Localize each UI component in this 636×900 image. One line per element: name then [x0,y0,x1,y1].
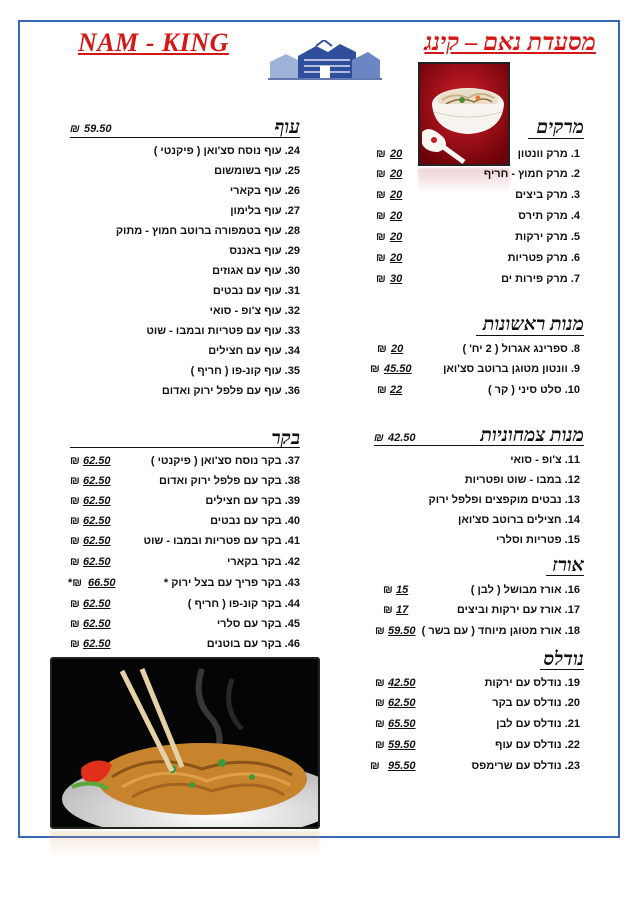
noodles-chopsticks-photo [50,657,320,829]
currency-symbol: ₪ [383,584,393,596]
menu-item: 27. עוף בלימון [230,205,300,217]
section-noodles-heading: נודלס [543,649,584,670]
item-price: 95.50 [388,760,416,772]
item-price: 62.50 [83,475,111,487]
menu-item: 33. עוף עם פטריות ובמבו - שוט [146,325,300,337]
menu-item: 28. עוף בטמפורה ברוטב חמוץ - מתוק [115,225,300,237]
currency-symbol: ₪ [70,475,80,487]
item-price: 62.50 [83,455,111,467]
menu-item: 38. בקר עם פלפל ירוק ואדום [159,475,300,487]
section-price: 59.50 [84,123,112,135]
section-beef-underline [70,447,300,448]
currency-symbol: ₪ [375,697,385,709]
section-soups-underline [528,138,584,139]
currency-symbol: ₪ [70,515,80,527]
item-price: 20 [390,168,403,180]
currency-symbol: ₪ [377,384,387,396]
currency-symbol: ₪ [376,231,386,243]
currency-symbol: ₪ [70,123,80,135]
currency-symbol: ₪ [370,760,380,772]
menu-item: 36. עוף עם פלפל ירוק ואדום [161,385,300,397]
noodle-photo-reflection [50,831,320,857]
menu-item: 39. בקר עם חצילים [205,495,300,507]
item-price: 66.50 [88,577,116,589]
menu-item: 3. מרק ביצים [515,189,580,201]
item-price: 20 [390,148,403,160]
item-price: 22 [390,384,403,396]
item-price: 62.50 [83,495,111,507]
item-price: 20 [390,210,403,222]
item-price: 45.50 [384,363,412,375]
currency-symbol: ₪ [376,148,386,160]
currency-symbol: ₪ [70,598,80,610]
restaurant-building-logo [268,40,382,80]
menu-item: 35. עוף קונ-פו ( חריף ) [190,365,300,377]
currency-symbol: ₪ [370,363,380,375]
currency-symbol: ₪ [376,168,386,180]
menu-item: 1. מרק וונטון [517,148,580,160]
currency-symbol: ₪ [375,718,385,730]
currency-symbol: ₪ [376,210,386,222]
item-price: 62.50 [83,515,111,527]
menu-item: 17. אורז עם ירקות וביצים [456,604,580,616]
menu-item: 22. נודלס עם עוף [495,739,580,751]
section-rice-heading: אורז [552,555,584,576]
item-price: 65.50 [388,718,416,730]
item-price: 59.50 [388,739,416,751]
section-noodles-underline [540,669,584,670]
currency-symbol: ₪ [375,677,385,689]
menu-item: 43. בקר פריך עם בצל ירוק * [163,577,300,589]
item-price: 20 [390,189,403,201]
currency-symbol: ₪ [374,432,384,444]
menu-item: 21. נודלס עם לבן [496,718,580,730]
menu-item: 37. בקר נוסח סצ'ואן ( פיקנטי ) [150,455,300,467]
currency-symbol: *₪ [68,577,83,589]
menu-item: 25. עוף בשומשום [214,165,300,177]
section-chicken-heading: עוף [274,117,300,138]
item-price: 20 [390,252,403,264]
menu-item: 32. עוף צ'ופ - סואי [209,305,300,317]
menu-item: 11. צ'ופ - סואי [510,454,580,466]
menu-item: 4. מרק תירס [518,210,580,222]
item-price: 62.50 [83,535,111,547]
menu-item: 26. עוף בקארי [229,185,300,197]
item-price: 59.50 [388,625,416,637]
menu-item: 24. עוף נוסח סצ'ואן ( פיקנטי ) [153,145,300,157]
section-vegetarian-underline [374,445,584,446]
item-price: 62.50 [83,598,111,610]
menu-item: 7. מרק פירות ים [501,273,580,285]
section-beef-heading: בקר [271,428,300,449]
item-price: 30 [390,273,403,285]
section-price: 42.50 [388,432,416,444]
menu-item: 44. בקר קונ-פו ( חריף ) [187,598,300,610]
menu-item: 8. ספרינג אגרול ( 2 יח' ) [462,343,580,355]
menu-item: 41. בקר עם פטריות ובמבו - שוט [143,535,300,547]
currency-symbol: ₪ [70,556,80,568]
item-price: 62.50 [83,618,111,630]
menu-item: 14. חצילים ברוטב סצ'ואן [458,514,580,526]
menu-item: 31. עוף עם נבטים [212,285,300,297]
item-price: 20 [391,343,404,355]
menu-item: 42. בקר בקארי [227,556,300,568]
title-english: NAM - KING [78,28,229,57]
currency-symbol: ₪ [377,343,387,355]
section-vegetarian-heading: מנות צמחוניות [480,425,584,446]
menu-item: 16. אורז מבושל ( לבן ) [470,584,580,596]
section-soups-heading: מרקים [536,117,584,138]
menu-item: 29. עוף באננס [229,245,300,257]
item-price: 17 [396,604,409,616]
menu-item: 6. מרק פטריות [507,252,580,264]
menu-item: 40. בקר עם נבטים [210,515,300,527]
section-chicken-underline [70,137,300,138]
menu-item: 2. מרק חמוץ - חריף [483,168,580,180]
menu-item: 20. נודלס עם בקר [492,697,580,709]
menu-item: 19. נודלס עם ירקות [484,677,580,689]
item-price: 15 [396,584,409,596]
section-starters-heading: מנות ראשונות [482,314,584,335]
menu-item: 46. בקר עם בוטנים [206,638,300,650]
menu-item: 34. עוף עם חצילים [208,345,300,357]
item-price: 62.50 [388,697,416,709]
currency-symbol: ₪ [376,252,386,264]
item-price: 62.50 [83,556,111,568]
menu-item: 13. נבטים מוקפצים ופלפל ירוק [428,494,580,506]
currency-symbol: ₪ [376,273,386,285]
currency-symbol: ₪ [70,618,80,630]
menu-item: 15. פטריות וסלרי [496,534,580,546]
currency-symbol: ₪ [376,189,386,201]
currency-symbol: ₪ [70,495,80,507]
currency-symbol: ₪ [70,638,80,650]
section-starters-underline [476,335,584,336]
section-rice-underline [546,575,584,576]
soup-bowl-photo [418,62,510,166]
menu-item: 5. מרק ירקות [515,231,580,243]
currency-symbol: ₪ [375,739,385,751]
item-price: 62.50 [83,638,111,650]
title-hebrew: מסעדת נאם – קינג [424,30,596,56]
menu-item: 23. נודלס עם שרימפס [471,760,580,772]
menu-item: 18. אורז מטוגן מיוחד ( עם בשר ) [421,625,580,637]
currency-symbol: ₪ [375,625,385,637]
currency-symbol: ₪ [70,535,80,547]
menu-item: 10. סלט סיני ( קר ) [487,384,580,396]
menu-item: 30. עוף עם אגוזים [212,265,300,277]
menu-item: 9. וונטון מטוגן ברוטב סצ'ואן [443,363,580,375]
currency-symbol: ₪ [70,455,80,467]
item-price: 20 [390,231,403,243]
item-price: 42.50 [388,677,416,689]
currency-symbol: ₪ [383,604,393,616]
menu-item: 45. בקר עם סלרי [216,618,300,630]
menu-item: 12. במבו - שוט ופטריות [464,474,580,486]
